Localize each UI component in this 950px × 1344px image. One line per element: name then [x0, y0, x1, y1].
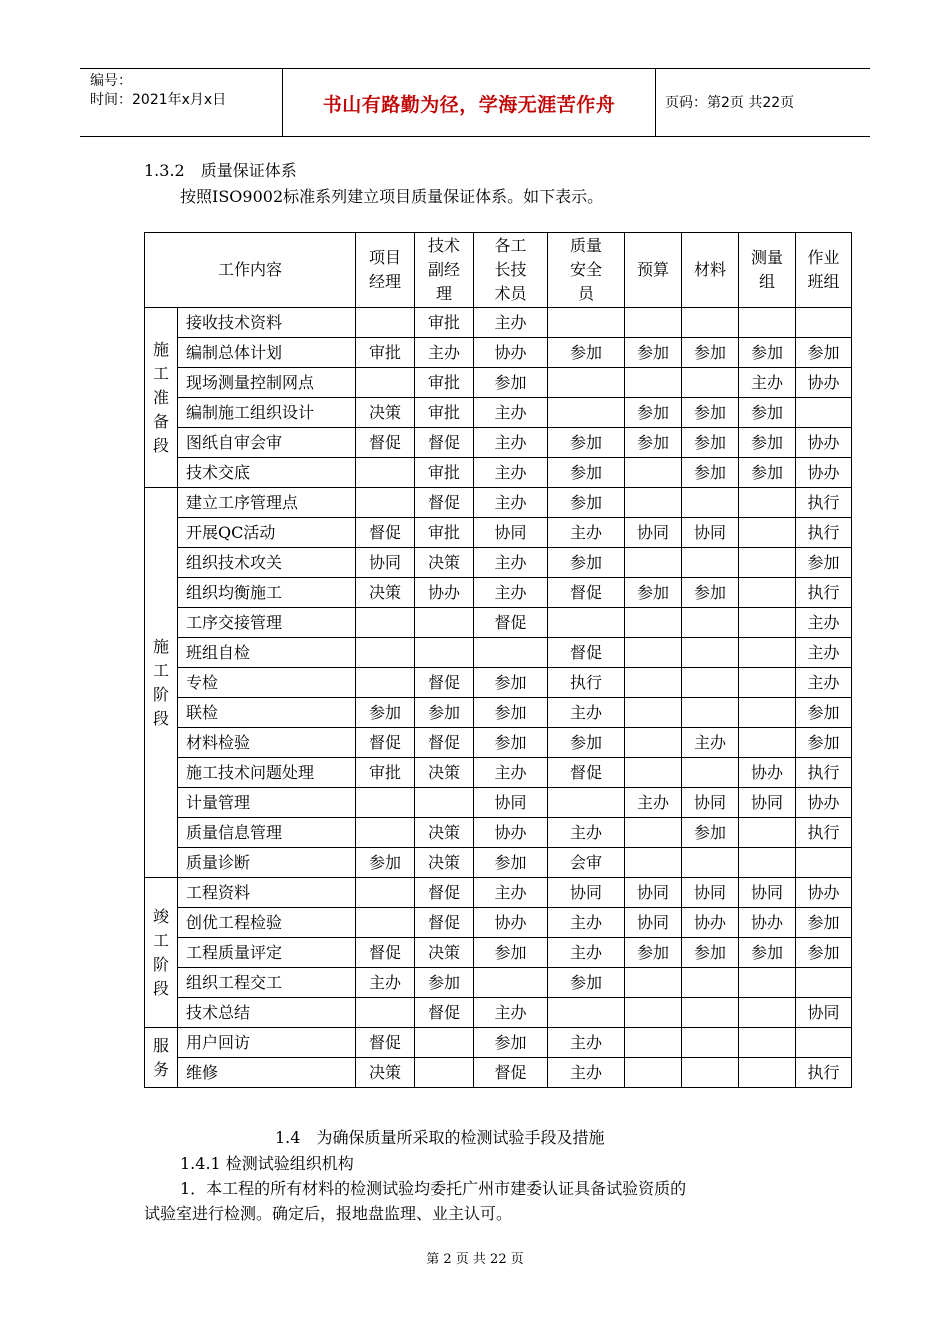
responsibility-cell: 参加 — [625, 398, 682, 428]
responsibility-cell: 主办 — [474, 578, 548, 608]
responsibility-cell — [474, 968, 548, 998]
table-row — [145, 488, 852, 518]
responsibility-cell: 督促 — [548, 578, 625, 608]
responsibility-cell: 协同 — [625, 878, 682, 908]
responsibility-cell: 主办 — [474, 308, 548, 338]
responsibility-cell: 督促 — [415, 428, 474, 458]
responsibility-cell — [739, 608, 796, 638]
section-heading-1-4: 1.4 为确保质量所采取的检测试验手段及措施 — [275, 1128, 605, 1147]
responsibility-cell: 决策 — [415, 818, 474, 848]
responsibility-cell: 协办 — [796, 788, 852, 818]
responsibility-cell: 审批 — [356, 758, 415, 788]
responsibility-cell — [796, 398, 852, 428]
responsibility-cell: 审批 — [415, 458, 474, 488]
responsibility-cell: 会审 — [548, 848, 625, 878]
table-row — [145, 668, 852, 698]
responsibility-cell: 主办 — [548, 818, 625, 848]
responsibility-cell — [356, 638, 415, 668]
task-name: 组织均衡施工 — [178, 578, 356, 608]
responsibility-cell: 协同 — [739, 878, 796, 908]
responsibility-cell: 协办 — [474, 908, 548, 938]
responsibility-cell: 协同 — [356, 548, 415, 578]
task-name: 材料检验 — [178, 728, 356, 758]
responsibility-cell: 决策 — [415, 848, 474, 878]
responsibility-cell: 协办 — [474, 818, 548, 848]
responsibility-cell — [356, 878, 415, 908]
table-row — [145, 908, 852, 938]
table-row — [145, 308, 852, 338]
responsibility-cell: 执行 — [796, 1058, 852, 1088]
task-name: 建立工序管理点 — [178, 488, 356, 518]
responsibility-cell — [625, 488, 682, 518]
quality-assurance-table-body — [145, 233, 852, 1088]
responsibility-cell: 协同 — [682, 878, 739, 908]
task-name: 联检 — [178, 698, 356, 728]
responsibility-cell: 主办 — [474, 428, 548, 458]
responsibility-cell: 参加 — [739, 338, 796, 368]
table-row — [145, 938, 852, 968]
responsibility-cell — [739, 998, 796, 1028]
responsibility-cell: 督促 — [356, 518, 415, 548]
header-time-label: 时间：2021年x月x日 — [90, 92, 227, 108]
responsibility-cell: 协办 — [796, 368, 852, 398]
task-name: 创优工程检验 — [178, 908, 356, 938]
responsibility-cell: 主办 — [474, 488, 548, 518]
responsibility-cell: 督促 — [356, 1028, 415, 1058]
responsibility-cell: 参加 — [739, 458, 796, 488]
task-name: 组织工程交工 — [178, 968, 356, 998]
responsibility-cell: 参加 — [682, 338, 739, 368]
responsibility-cell: 主办 — [796, 668, 852, 698]
responsibility-cell: 督促 — [415, 908, 474, 938]
responsibility-cell: 协办 — [739, 758, 796, 788]
responsibility-cell: 协办 — [796, 878, 852, 908]
responsibility-cell: 决策 — [415, 758, 474, 788]
responsibility-cell: 决策 — [356, 578, 415, 608]
responsibility-cell: 参加 — [796, 728, 852, 758]
responsibility-cell: 参加 — [474, 848, 548, 878]
responsibility-cell: 参加 — [474, 698, 548, 728]
task-name: 工程质量评定 — [178, 938, 356, 968]
responsibility-cell: 决策 — [415, 548, 474, 578]
responsibility-cell: 参加 — [739, 398, 796, 428]
responsibility-cell: 主办 — [356, 968, 415, 998]
responsibility-cell: 协同 — [739, 788, 796, 818]
responsibility-cell: 主办 — [415, 338, 474, 368]
responsibility-cell: 参加 — [548, 428, 625, 458]
stage-label: 竣 工 阶 段 — [145, 878, 178, 1028]
responsibility-cell: 协办 — [796, 458, 852, 488]
responsibility-cell: 参加 — [474, 728, 548, 758]
task-name: 计量管理 — [178, 788, 356, 818]
responsibility-cell — [796, 848, 852, 878]
responsibility-cell: 督促 — [474, 1058, 548, 1088]
task-name: 用户回访 — [178, 1028, 356, 1058]
responsibility-cell — [625, 458, 682, 488]
responsibility-cell — [739, 968, 796, 998]
header-bottom-rule — [80, 136, 870, 137]
table-row — [145, 788, 852, 818]
responsibility-cell — [415, 638, 474, 668]
table-row — [145, 398, 852, 428]
table-row — [145, 878, 852, 908]
responsibility-cell — [356, 788, 415, 818]
responsibility-cell: 主办 — [548, 1058, 625, 1088]
responsibility-cell — [356, 368, 415, 398]
responsibility-cell — [625, 668, 682, 698]
responsibility-cell: 决策 — [356, 398, 415, 428]
responsibility-cell: 协同 — [474, 788, 548, 818]
responsibility-cell: 主办 — [474, 458, 548, 488]
table-row — [145, 968, 852, 998]
responsibility-cell — [548, 788, 625, 818]
responsibility-cell: 参加 — [796, 938, 852, 968]
responsibility-cell: 参加 — [415, 698, 474, 728]
table-row — [145, 818, 852, 848]
header-number-label: 编号： — [90, 73, 132, 89]
task-name: 开展QC活动 — [178, 518, 356, 548]
responsibility-cell: 主办 — [474, 878, 548, 908]
responsibility-cell — [625, 638, 682, 668]
table-row — [145, 728, 852, 758]
responsibility-cell: 主办 — [548, 1028, 625, 1058]
responsibility-cell: 参加 — [682, 938, 739, 968]
responsibility-cell: 督促 — [548, 758, 625, 788]
task-name: 技术总结 — [178, 998, 356, 1028]
responsibility-cell — [548, 398, 625, 428]
responsibility-cell: 执行 — [796, 818, 852, 848]
responsibility-cell — [625, 548, 682, 578]
responsibility-cell: 协办 — [415, 578, 474, 608]
responsibility-cell: 协同 — [625, 908, 682, 938]
responsibility-cell: 主办 — [548, 518, 625, 548]
task-name: 专检 — [178, 668, 356, 698]
task-name: 技术交底 — [178, 458, 356, 488]
responsibility-cell: 参加 — [625, 338, 682, 368]
responsibility-cell — [682, 1058, 739, 1088]
responsibility-cell — [739, 1058, 796, 1088]
responsibility-cell — [625, 608, 682, 638]
responsibility-cell: 执行 — [548, 668, 625, 698]
responsibility-cell: 协同 — [682, 518, 739, 548]
responsibility-cell: 协办 — [474, 338, 548, 368]
table-row — [145, 608, 852, 638]
responsibility-cell — [356, 998, 415, 1028]
responsibility-cell — [548, 998, 625, 1028]
responsibility-cell: 审批 — [415, 518, 474, 548]
responsibility-cell: 参加 — [548, 488, 625, 518]
responsibility-cell: 协同 — [474, 518, 548, 548]
task-name: 工序交接管理 — [178, 608, 356, 638]
header-meta — [90, 72, 226, 110]
column-header-role: 测量 组 — [739, 233, 796, 308]
table-row — [145, 518, 852, 548]
column-header-role: 技术 副经 理 — [415, 233, 474, 308]
responsibility-cell: 决策 — [415, 938, 474, 968]
table-row — [145, 698, 852, 728]
responsibility-cell — [682, 608, 739, 638]
task-name: 图纸自审会审 — [178, 428, 356, 458]
column-header-role: 质量 安全 员 — [548, 233, 625, 308]
responsibility-cell — [739, 698, 796, 728]
task-name: 质量诊断 — [178, 848, 356, 878]
table-row — [145, 758, 852, 788]
responsibility-cell: 督促 — [415, 668, 474, 698]
responsibility-cell: 主办 — [474, 998, 548, 1028]
column-header-role: 各工 长技 术员 — [474, 233, 548, 308]
responsibility-cell: 参加 — [356, 848, 415, 878]
responsibility-cell: 执行 — [796, 578, 852, 608]
responsibility-cell: 参加 — [796, 338, 852, 368]
responsibility-cell — [682, 848, 739, 878]
responsibility-cell — [415, 788, 474, 818]
responsibility-cell: 参加 — [625, 938, 682, 968]
responsibility-cell: 主办 — [548, 908, 625, 938]
responsibility-cell: 主办 — [548, 698, 625, 728]
responsibility-cell — [625, 758, 682, 788]
responsibility-cell — [739, 518, 796, 548]
responsibility-cell: 参加 — [548, 458, 625, 488]
column-header-role: 作业 班组 — [796, 233, 852, 308]
responsibility-cell — [682, 638, 739, 668]
responsibility-cell: 审批 — [415, 398, 474, 428]
responsibility-cell: 主办 — [625, 788, 682, 818]
responsibility-cell: 参加 — [739, 428, 796, 458]
responsibility-cell — [548, 608, 625, 638]
responsibility-cell — [625, 848, 682, 878]
responsibility-cell: 协同 — [548, 878, 625, 908]
responsibility-cell — [474, 638, 548, 668]
responsibility-cell: 督促 — [356, 938, 415, 968]
responsibility-cell: 参加 — [682, 818, 739, 848]
responsibility-cell: 主办 — [739, 368, 796, 398]
header-divider-right — [655, 68, 656, 136]
responsibility-cell — [356, 908, 415, 938]
column-header-work-content: 工作内容 — [145, 233, 356, 308]
stage-label: 施 工 阶 段 — [145, 488, 178, 878]
header-top-rule — [80, 68, 870, 69]
responsibility-cell — [625, 1028, 682, 1058]
responsibility-cell: 协办 — [739, 908, 796, 938]
responsibility-cell: 主办 — [474, 758, 548, 788]
table-row — [145, 578, 852, 608]
table-row — [145, 428, 852, 458]
responsibility-cell — [682, 998, 739, 1028]
responsibility-cell — [682, 488, 739, 518]
responsibility-cell: 执行 — [796, 758, 852, 788]
responsibility-cell — [625, 968, 682, 998]
table-row — [145, 368, 852, 398]
responsibility-cell: 参加 — [682, 458, 739, 488]
table-row — [145, 458, 852, 488]
responsibility-cell — [682, 668, 739, 698]
task-name: 组织技术攻关 — [178, 548, 356, 578]
responsibility-cell: 参加 — [415, 968, 474, 998]
responsibility-cell: 参加 — [796, 908, 852, 938]
responsibility-cell: 审批 — [415, 368, 474, 398]
responsibility-cell: 主办 — [474, 548, 548, 578]
responsibility-cell: 参加 — [739, 938, 796, 968]
table-row — [145, 1028, 852, 1058]
responsibility-cell: 参加 — [474, 1028, 548, 1058]
responsibility-cell — [625, 1058, 682, 1088]
table-row — [145, 998, 852, 1028]
responsibility-cell: 审批 — [356, 338, 415, 368]
task-name: 接收技术资料 — [178, 308, 356, 338]
responsibility-cell: 协办 — [796, 428, 852, 458]
responsibility-cell: 参加 — [625, 578, 682, 608]
responsibility-cell — [682, 968, 739, 998]
responsibility-cell — [739, 578, 796, 608]
responsibility-cell — [625, 368, 682, 398]
responsibility-cell — [739, 488, 796, 518]
task-name: 班组自检 — [178, 638, 356, 668]
table-header-row — [145, 233, 852, 308]
responsibility-cell: 主办 — [796, 638, 852, 668]
responsibility-cell: 督促 — [415, 998, 474, 1028]
task-name: 质量信息管理 — [178, 818, 356, 848]
table-row — [145, 338, 852, 368]
responsibility-cell — [796, 968, 852, 998]
responsibility-cell: 参加 — [548, 338, 625, 368]
responsibility-cell: 督促 — [548, 638, 625, 668]
column-header-role: 材料 — [682, 233, 739, 308]
paragraph-line-2: 试验室进行检测。确定后，报地盘监理、业主认可。 — [144, 1204, 513, 1223]
responsibility-cell: 参加 — [682, 578, 739, 608]
responsibility-cell — [682, 548, 739, 578]
section-heading-1-3-2: 1.3.2 质量保证体系 — [144, 161, 297, 180]
header-page-label: 页码：第2页 共22页 — [665, 95, 795, 111]
responsibility-cell — [625, 728, 682, 758]
table-row — [145, 638, 852, 668]
responsibility-cell — [356, 458, 415, 488]
responsibility-cell — [356, 668, 415, 698]
responsibility-cell: 参加 — [548, 548, 625, 578]
responsibility-cell — [739, 728, 796, 758]
responsibility-cell: 参加 — [356, 698, 415, 728]
responsibility-cell — [356, 488, 415, 518]
responsibility-cell — [682, 698, 739, 728]
responsibility-cell: 协同 — [796, 998, 852, 1028]
responsibility-cell — [682, 1028, 739, 1058]
responsibility-cell — [739, 638, 796, 668]
responsibility-cell — [356, 818, 415, 848]
responsibility-cell — [682, 308, 739, 338]
table-row — [145, 548, 852, 578]
responsibility-cell: 参加 — [625, 428, 682, 458]
responsibility-cell — [739, 1028, 796, 1058]
responsibility-cell — [682, 368, 739, 398]
responsibility-cell: 参加 — [682, 398, 739, 428]
responsibility-cell: 参加 — [474, 368, 548, 398]
task-name: 编制施工组织设计 — [178, 398, 356, 428]
responsibility-cell: 参加 — [548, 728, 625, 758]
responsibility-cell: 主办 — [548, 938, 625, 968]
responsibility-cell: 督促 — [356, 428, 415, 458]
responsibility-cell — [415, 608, 474, 638]
responsibility-cell: 主办 — [474, 398, 548, 428]
responsibility-cell: 参加 — [796, 548, 852, 578]
responsibility-cell — [415, 1058, 474, 1088]
column-header-role: 预算 — [625, 233, 682, 308]
responsibility-cell — [796, 308, 852, 338]
responsibility-cell — [356, 308, 415, 338]
responsibility-cell: 督促 — [415, 488, 474, 518]
task-name: 施工技术问题处理 — [178, 758, 356, 788]
responsibility-cell — [415, 1028, 474, 1058]
responsibility-cell: 执行 — [796, 518, 852, 548]
responsibility-cell: 参加 — [474, 938, 548, 968]
paragraph-line-1: 1．本工程的所有材料的检测试验均委托广州市建委认证具备试验资质的 — [180, 1179, 687, 1198]
stage-label: 服 务 — [145, 1028, 178, 1088]
section-heading-1-4-1: 1.4.1 检测试验组织机构 — [180, 1154, 354, 1173]
responsibility-cell — [739, 548, 796, 578]
responsibility-cell: 协办 — [682, 908, 739, 938]
header-motto: 书山有路勤为径，学海无涯苦作舟 — [322, 94, 616, 116]
responsibility-cell: 参加 — [682, 428, 739, 458]
responsibility-cell: 协同 — [682, 788, 739, 818]
responsibility-cell — [682, 758, 739, 788]
responsibility-cell — [739, 848, 796, 878]
responsibility-cell: 督促 — [415, 878, 474, 908]
task-name: 工程资料 — [178, 878, 356, 908]
responsibility-cell — [625, 818, 682, 848]
section-intro: 按照ISO9002标准系列建立项目质量保证体系。如下表示。 — [180, 187, 604, 206]
responsibility-cell — [739, 308, 796, 338]
page-footer: 第 2 页 共 22 页 — [426, 1252, 524, 1267]
responsibility-cell — [356, 608, 415, 638]
responsibility-cell: 督促 — [415, 728, 474, 758]
stage-label: 施 工 准 备 段 — [145, 308, 178, 488]
responsibility-cell — [739, 818, 796, 848]
quality-assurance-table — [144, 232, 852, 1088]
table-row — [145, 1058, 852, 1088]
responsibility-cell: 主办 — [796, 608, 852, 638]
task-name: 维修 — [178, 1058, 356, 1088]
responsibility-cell: 参加 — [474, 668, 548, 698]
responsibility-cell: 决策 — [356, 1058, 415, 1088]
responsibility-cell — [796, 1028, 852, 1058]
responsibility-cell — [625, 308, 682, 338]
responsibility-cell: 审批 — [415, 308, 474, 338]
responsibility-cell: 督促 — [474, 608, 548, 638]
task-name: 编制总体计划 — [178, 338, 356, 368]
responsibility-cell — [625, 698, 682, 728]
responsibility-cell — [625, 998, 682, 1028]
responsibility-cell — [739, 668, 796, 698]
responsibility-cell: 执行 — [796, 488, 852, 518]
task-name: 现场测量控制网点 — [178, 368, 356, 398]
responsibility-cell: 主办 — [682, 728, 739, 758]
responsibility-cell — [548, 368, 625, 398]
responsibility-cell — [548, 308, 625, 338]
table-row — [145, 848, 852, 878]
responsibility-cell: 督促 — [356, 728, 415, 758]
responsibility-cell: 参加 — [796, 698, 852, 728]
responsibility-cell: 参加 — [548, 968, 625, 998]
responsibility-cell: 协同 — [625, 518, 682, 548]
column-header-role: 项目 经理 — [356, 233, 415, 308]
